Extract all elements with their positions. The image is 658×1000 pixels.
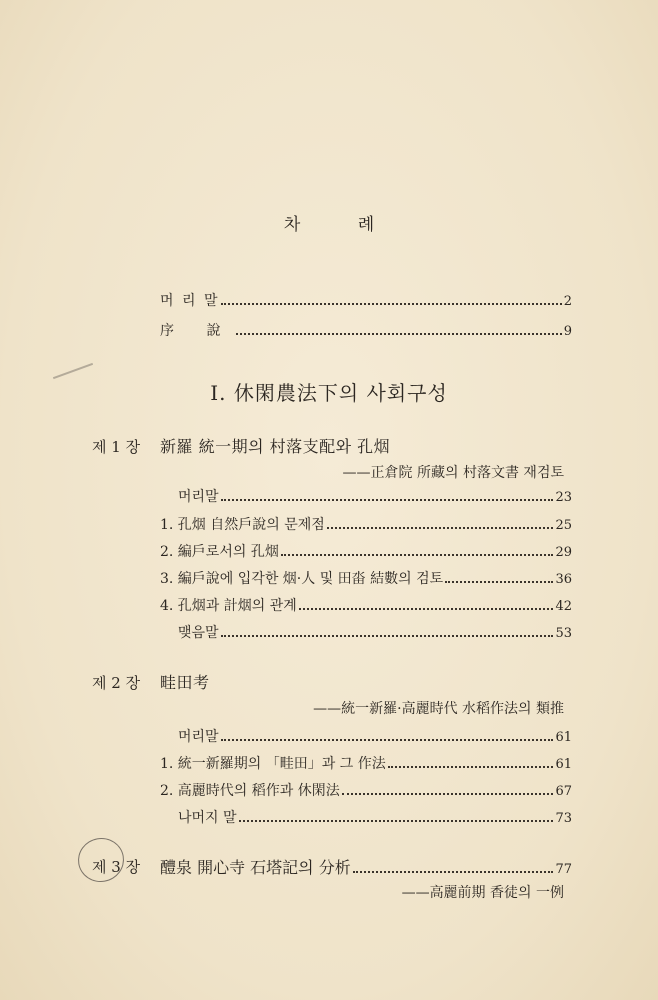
part-heading: I. 休閑農法下의 사회구성 — [210, 381, 448, 405]
toc-label: 머리말 — [178, 729, 219, 745]
leader-dots — [353, 870, 554, 873]
toc-label: 2. 高麗時代의 稻作과 休閑法 — [160, 783, 340, 799]
toc-page: 2 — [563, 294, 572, 309]
chapter-title[interactable]: 畦田考 — [160, 673, 210, 692]
toc-page: 77 — [555, 862, 572, 877]
toc-entry-chapter3[interactable] — [160, 855, 572, 875]
toc-page: 36 — [555, 572, 572, 587]
toc-entry-preface[interactable] — [160, 290, 572, 310]
leader-dots — [388, 765, 554, 768]
leader-dots — [221, 738, 554, 741]
leader-dots — [342, 792, 554, 795]
toc-page: 29 — [555, 545, 572, 560]
chapter-title[interactable]: 新羅 統一期의 村落支配와 孔烟 — [160, 437, 391, 456]
toc-label: 1. 孔烟 自然戶說의 문제점 — [160, 517, 325, 533]
toc-page: 61 — [555, 757, 572, 772]
chapter-number: 제 3 장 — [92, 858, 141, 876]
toc-entry[interactable] — [178, 726, 572, 746]
leader-dots — [236, 332, 561, 335]
leader-dots — [327, 526, 554, 529]
toc-label: 2. 編戶로서의 孔烟 — [160, 544, 279, 560]
toc-entry-introduction[interactable] — [160, 320, 572, 340]
toc-label: 머리말 — [178, 489, 219, 505]
toc-page: 53 — [555, 626, 572, 641]
toc-page: 42 — [555, 599, 572, 614]
toc-entry[interactable] — [160, 753, 572, 773]
toc-entry[interactable] — [160, 780, 572, 800]
toc-page: 23 — [555, 490, 572, 505]
toc-entry[interactable] — [160, 541, 572, 561]
toc-entry[interactable] — [160, 595, 572, 615]
toc-label: 4. 孔烟과 計烟의 관계 — [160, 598, 297, 614]
chapter-title: 醴泉 開心寺 石塔記의 分析 — [160, 858, 351, 877]
toc-page: 25 — [555, 518, 572, 533]
toc-page: 73 — [555, 811, 572, 826]
toc-page: 67 — [555, 784, 572, 799]
toc-entry[interactable] — [160, 514, 572, 534]
toc-label: 머 리 말 — [160, 293, 220, 309]
chapter-subtitle: ——統一新羅·高麗時代 水稻作法의 類推 — [313, 701, 564, 717]
toc-label: 3. 編戶說에 입각한 烟·人 및 田畓 結數의 검토 — [160, 571, 444, 587]
leader-dots — [239, 819, 554, 822]
toc-entry[interactable] — [178, 622, 572, 642]
page-title: 차 례 — [283, 215, 401, 235]
chapter-subtitle: ——正倉院 所藏의 村落文書 재검토 — [342, 465, 564, 481]
toc-page: 61 — [555, 730, 572, 745]
toc-entry[interactable] — [178, 486, 572, 506]
toc-label: 맺음말 — [178, 625, 219, 641]
leader-dots — [221, 634, 554, 637]
chapter-subtitle: ——高麗前期 香徒의 一例 — [401, 885, 564, 901]
chapter-number: 제 1 장 — [92, 438, 141, 456]
toc-label: 나머지 말 — [178, 810, 237, 826]
leader-dots — [281, 553, 554, 556]
leader-dots — [445, 580, 553, 583]
toc-page: 9 — [563, 324, 572, 339]
leader-dots — [299, 607, 554, 610]
toc-entry[interactable] — [160, 568, 572, 588]
toc-label: 1. 統一新羅期의 「畦田」과 그 作法 — [160, 756, 386, 772]
toc-label: 序 說 — [160, 323, 235, 339]
leader-dots — [221, 498, 554, 501]
leader-dots — [221, 302, 561, 305]
chapter-number: 제 2 장 — [92, 674, 141, 692]
toc-entry[interactable] — [178, 807, 572, 827]
